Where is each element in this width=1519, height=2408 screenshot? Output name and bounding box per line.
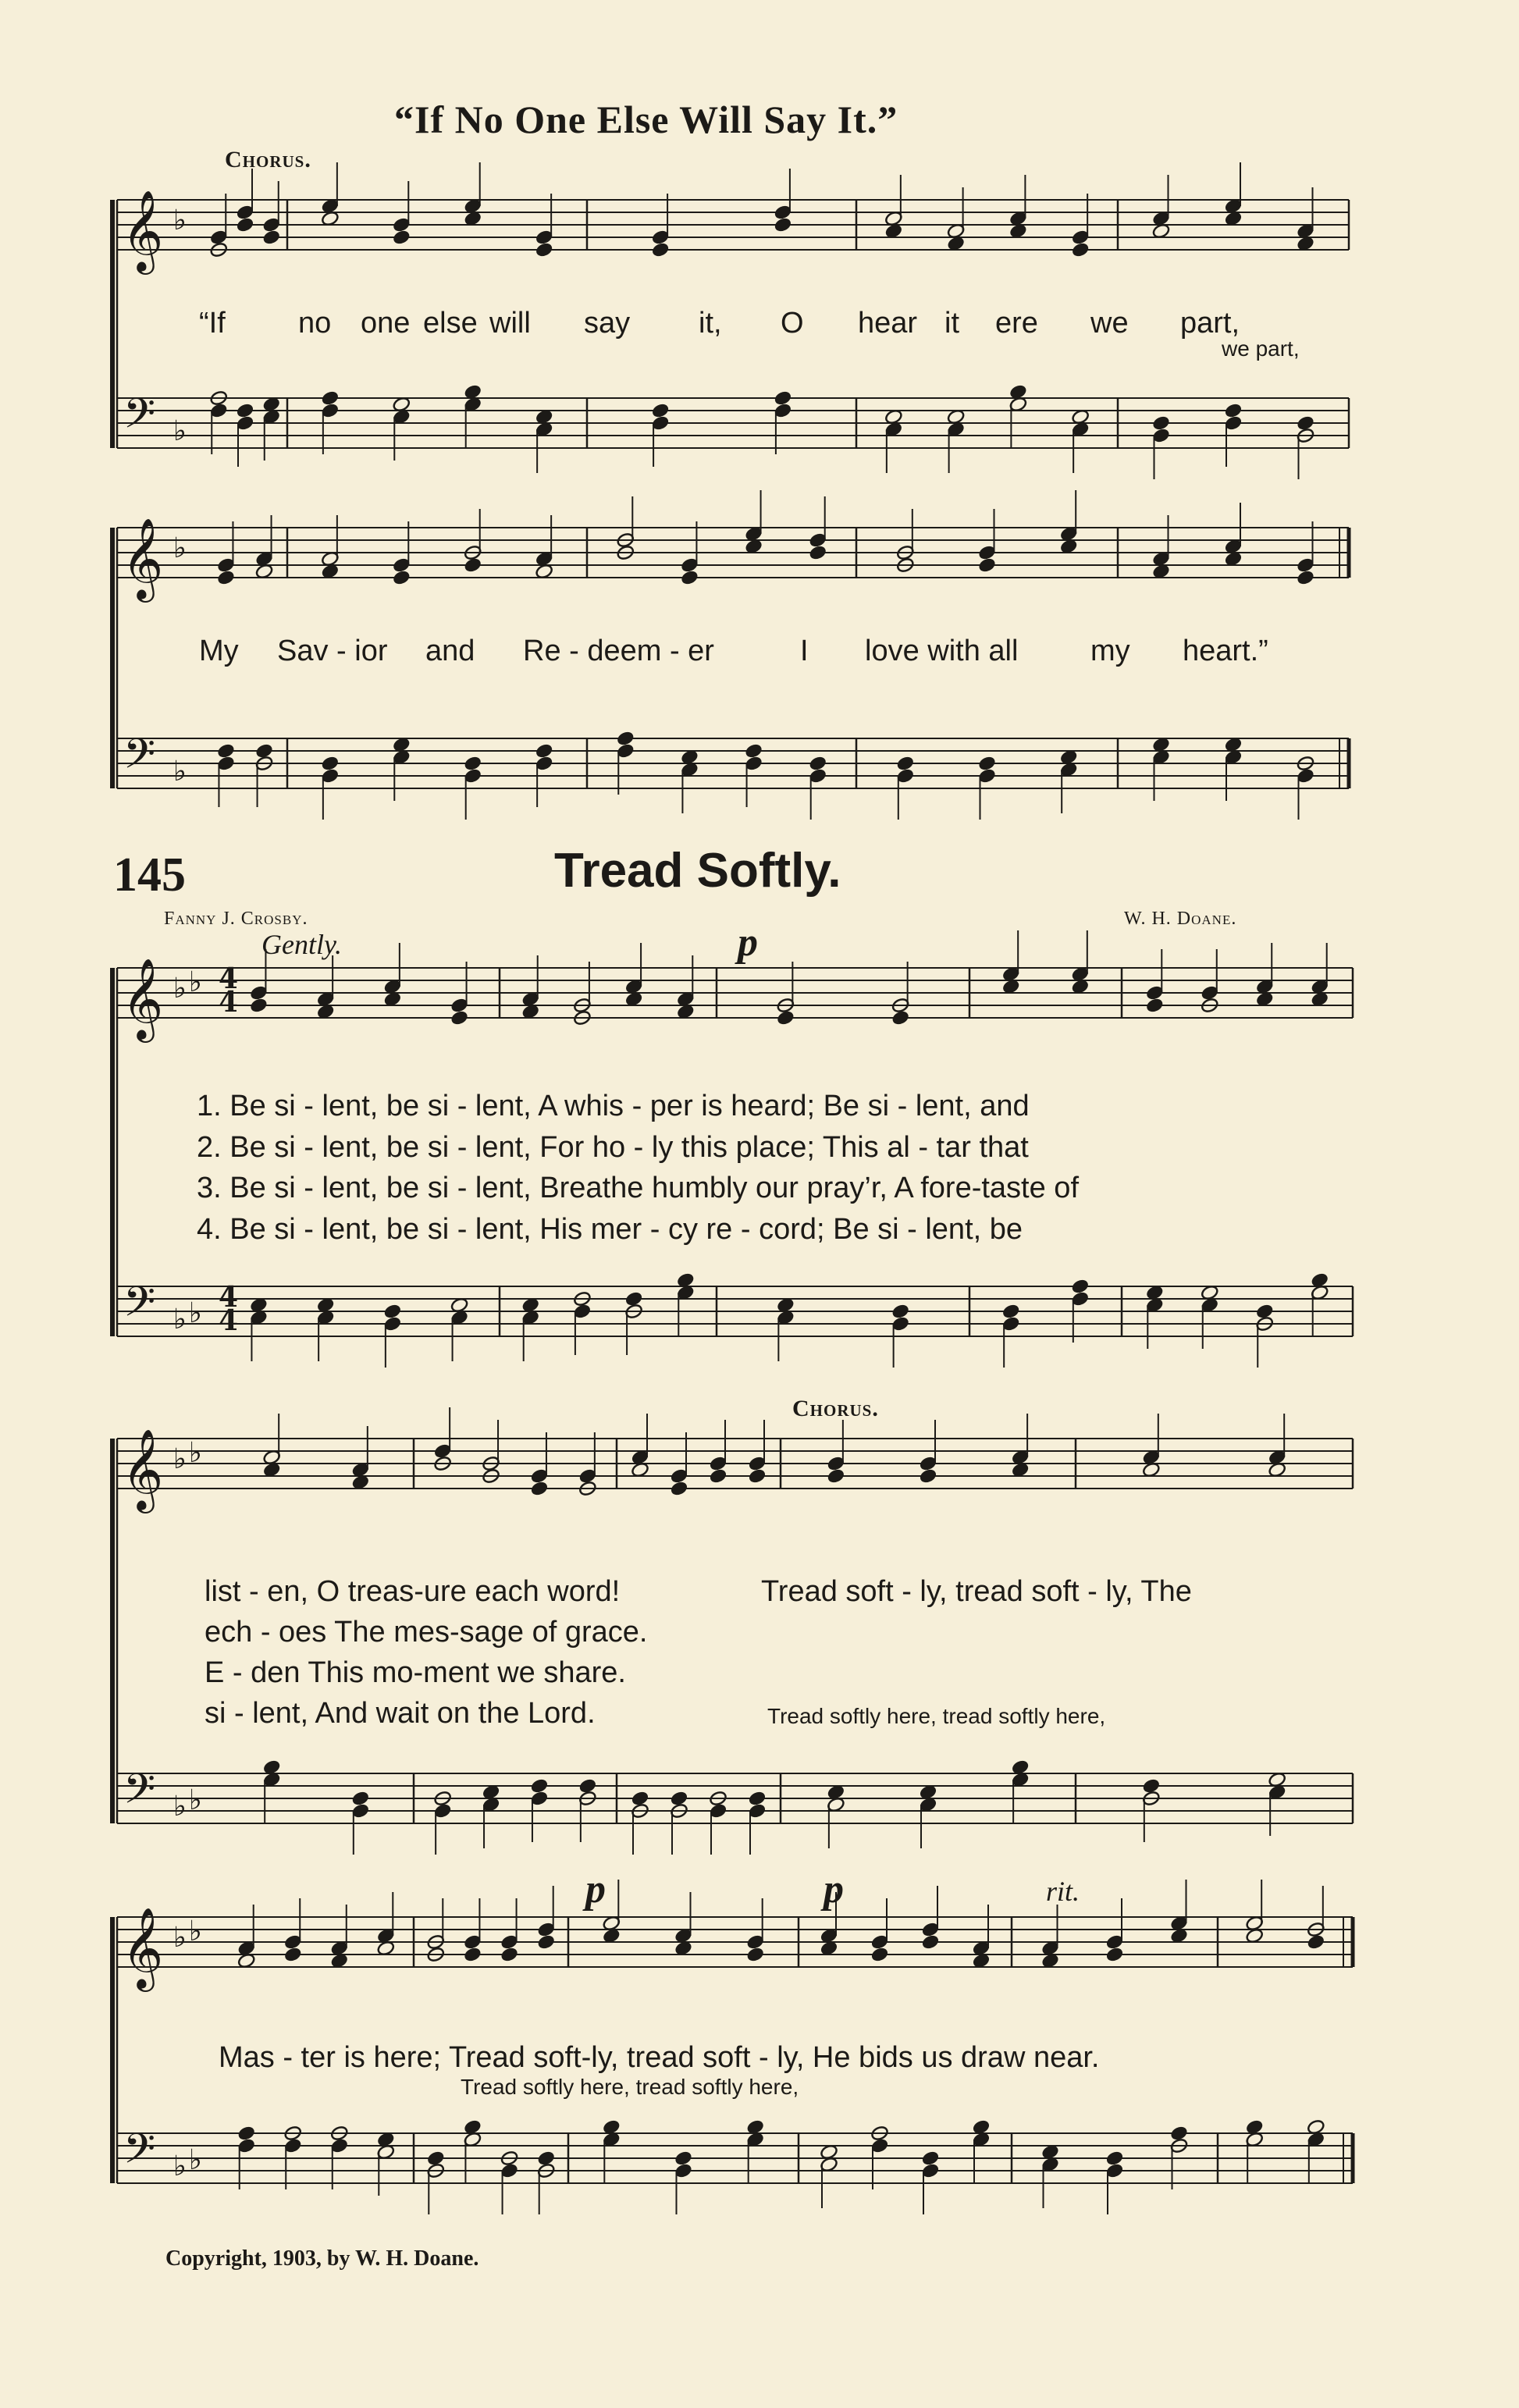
clef: 𝄞 [122,518,164,599]
notehead [776,1009,795,1026]
notehead [748,1790,767,1806]
key-signature-flat: ♭ [189,2144,202,2176]
dynamic-mark: p [738,920,758,965]
dynamic-mark: p [585,1867,606,1912]
notehead [624,1290,643,1307]
notehead [464,755,482,771]
verse-ending-2: ech - oes The mes-sage of grace. [205,1616,648,1649]
chorus-echo-1: Tread softly here, tread softly here, [767,1704,1106,1728]
notehead [249,997,268,1013]
lyric-syllable: Re - deem - er [523,635,714,667]
notehead [1255,1303,1274,1319]
notehead [1001,1303,1020,1319]
lyric-syllable: it, [699,307,722,340]
key-signature-flat: ♭ [189,966,202,998]
notehead [392,229,411,245]
ritardando-mark: rit. [1046,1876,1080,1907]
notehead [450,1009,469,1026]
verse-ending-1: list - en, O treas-ure each word! [205,1575,621,1608]
notehead [262,229,281,245]
notehead [616,730,635,746]
key-signature-flat: ♭ [173,415,187,447]
notehead [674,2150,692,2166]
clef: 𝄢 [123,1279,156,1336]
verse-line-4: 4. Be si - lent, be si - lent, His mer - cy re - cord; Be si - lent, be [197,1213,1023,1246]
notehead [1105,1946,1124,1962]
lyric-syllable: heart.” [1183,635,1268,667]
notehead [748,1467,767,1484]
notehead [236,402,254,418]
chorus-echo-2: Tread softly here, tread softly here, [461,2075,799,2099]
clef: 𝄢 [123,390,156,448]
clef: 𝄢 [123,1766,156,1823]
song1-title: “If No One Else Will Say It.” [394,98,898,141]
key-signature-flat: ♭ [173,1443,187,1475]
lyric-syllable: ere [995,307,1038,340]
notehead [651,241,670,258]
lyric-syllable: Sav - ior [277,635,388,667]
hymn-number: 145 [113,848,186,902]
notehead [680,569,699,585]
notehead [977,755,996,771]
notehead [670,1790,688,1806]
notehead [321,755,340,771]
lyricist-credit: Fanny J. Crosby. [164,909,308,929]
time-signature: 4 [219,1304,239,1337]
song1-echo: we part, [1222,336,1300,361]
song2-chorus-label: Chorus. [792,1396,879,1421]
notehead [891,1009,910,1026]
notehead [216,569,235,585]
notehead [1296,414,1314,431]
notehead [1307,1933,1325,1950]
verse-ending-4: si - lent, And wait on the Lord. [205,1697,596,1730]
notehead [1151,414,1170,431]
verse-line-3: 3. Be si - lent, be si - lent, Breathe humbly our pray’r, A fore-taste of [197,1172,1079,1204]
song1-chorus-label: Chorus. [225,147,311,173]
key-signature-flat: ♭ [173,205,187,237]
song2-title: Tread Softly. [554,844,841,898]
lyric-syllable: and [425,635,475,667]
notehead [745,742,763,759]
notehead [919,1467,937,1484]
notehead [631,1790,649,1806]
composer-credit: W. H. Doane. [1124,909,1237,929]
key-signature-flat: ♭ [189,1784,202,1816]
key-signature-flat: ♭ [173,973,187,1005]
notehead [236,216,254,233]
notehead [1142,1777,1161,1794]
notehead [921,1933,940,1950]
notehead [237,2125,256,2141]
notehead [464,557,482,573]
notehead [535,742,553,759]
copyright-notice: Copyright, 1903, by W. H. Doane. [165,2246,479,2271]
notehead [670,1480,688,1496]
notehead [977,557,996,573]
notehead [709,1467,727,1484]
dynamic-mark: p [824,1867,844,1912]
notehead [774,216,792,233]
notehead [1071,1278,1090,1294]
notehead [651,402,670,418]
key-signature-flat: ♭ [189,1297,202,1329]
tempo-marking: Gently. [261,929,342,960]
lyric-syllable: say [584,307,631,340]
notehead [827,1467,845,1484]
time-signature: 4 [219,986,239,1019]
notehead [896,755,915,771]
notehead [383,1303,402,1319]
lyric-syllable: it [944,307,959,340]
key-signature-flat: ♭ [173,532,187,564]
lyric-syllable: one [361,307,411,340]
notehead [1145,997,1164,1013]
clef: 𝄢 [123,2125,156,2183]
key-signature-flat: ♭ [189,1915,202,1947]
chorus-line-2: Mas - ter is here; Tread soft-ly, tread soft - ly, He bids us draw near. [219,2041,1100,2074]
notehead [321,389,340,406]
lyric-syllable: we [1090,307,1129,340]
clef: 𝄞 [122,1907,164,1989]
lyric-syllable: no [298,307,332,340]
lyric-syllable: hear [858,307,918,340]
notehead [746,1946,765,1962]
notehead [1105,2150,1124,2166]
notehead [809,755,827,771]
notehead [351,1790,370,1806]
lyric-syllable: else [423,307,478,340]
verse-line-2: 2. Be si - lent, be si - lent, For ho - ly this place; This al - tar that [197,1131,1029,1164]
lyric-syllable: part, [1180,307,1240,340]
notehead [530,1480,549,1496]
clef: 𝄞 [122,958,164,1040]
notehead [216,742,235,759]
time-signature: 4 [219,962,239,995]
lyric-syllable: “If [199,307,226,340]
lyric-syllable: I [800,635,809,667]
clef: 𝄢 [123,731,156,788]
lyric-syllable: will [489,307,531,340]
notehead [891,1303,910,1319]
lyric-syllable: My [199,635,239,667]
notehead [870,1946,889,1962]
lyric-syllable: O [781,307,804,340]
notehead [1169,2125,1188,2141]
verse-ending-3: E - den This mo-ment we share. [205,1656,626,1689]
chorus-line-1: Tread soft - ly, tread soft - ly, The [761,1575,1192,1608]
notehead [537,2150,556,2166]
key-signature-flat: ♭ [173,756,187,788]
notehead [255,742,274,759]
key-signature-flat: ♭ [173,1791,187,1823]
key-signature-flat: ♭ [173,2150,187,2182]
key-signature-flat: ♭ [173,1922,187,1954]
notehead [500,1946,519,1962]
notehead [535,241,553,258]
notehead [578,1777,597,1794]
key-signature-flat: ♭ [189,1437,202,1469]
notehead [1224,402,1243,418]
key-signature-flat: ♭ [173,1304,187,1336]
lyric-syllable: love with all [865,635,1019,667]
notehead [921,2150,940,2166]
time-signature: 4 [219,1281,239,1314]
lyric-syllable: my [1090,635,1130,667]
notehead [463,1946,482,1962]
notehead [809,544,827,560]
clef: 𝄞 [122,1428,164,1510]
notehead [283,1946,302,1962]
notehead [392,569,411,585]
notehead [426,2150,445,2166]
notehead [1296,569,1314,585]
notehead [1071,241,1090,258]
notehead [774,389,792,406]
verse-line-1: 1. Be si - lent, be si - lent, A whis - per is heard; Be si - lent, and [197,1090,1030,1122]
clef: 𝄞 [122,190,164,272]
notehead [530,1777,549,1794]
notehead [537,1933,556,1950]
